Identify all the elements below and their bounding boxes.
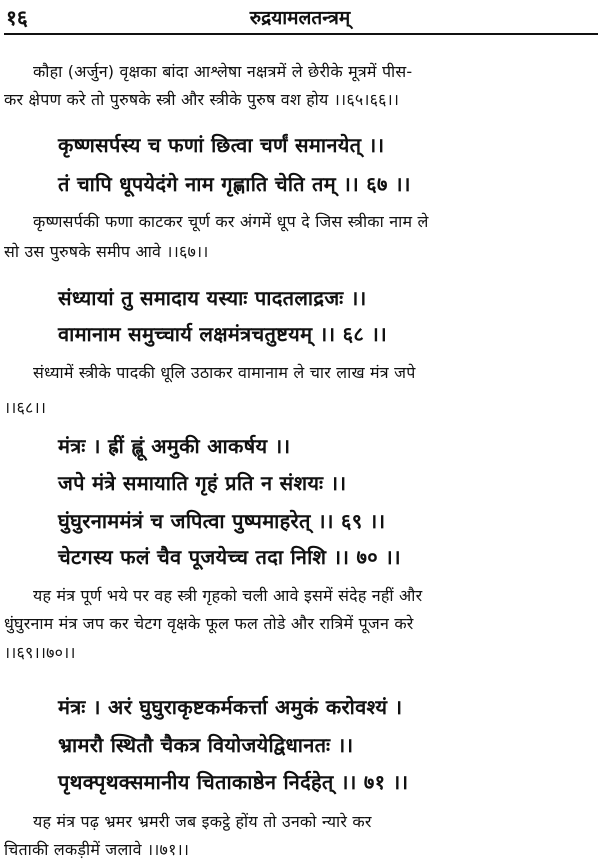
verse-line: मंत्रः । ह्रीं ह्लूं अमुकी आकर्षय ।। [58, 434, 291, 458]
prose-line: धुंघुरनाम मंत्र जप कर चेटग वृक्षके फूल फल तोडे और रात्रिमें पूजन करे [4, 614, 414, 633]
page-number: १६ [6, 6, 28, 30]
prose-line: ।।६८।। [4, 398, 47, 417]
verse-line: वामानाम समुच्चार्य लक्षमंत्रचतुष्टयम् ।। ६८ ।। [58, 322, 388, 346]
verse-line: तं चापि धूपयेदंगे नाम गृह्णाति चेति तम् ।। ६७ ।। [58, 172, 411, 196]
prose-line: कर क्षेपण करे तो पुरुषके स्त्री और स्त्रीके पुरुष वश होय ।।६५।६६।। [4, 90, 400, 109]
prose-line: सो उस पुरुषके समीप आवे ।।६७।। [4, 242, 209, 261]
running-title: रुद्रयामलतन्त्रम् [249, 7, 351, 29]
prose-line: कृष्णसर्पकी फणा काटकर चूर्ण कर अंगमें धूप दे जिस स्त्रीका नाम ले [33, 212, 429, 231]
verse-line: घुंघुरनाममंत्रं च जपित्वा पुष्पमाहरेत् ।। ६९ ।। [58, 509, 386, 533]
verse-line: पृथक्पृथक्समानीय चिताकाष्ठेन निर्दहेत् ।। ७१ ।। [58, 770, 409, 794]
prose-line: ।।६९।।७०।। [4, 643, 76, 662]
verse-line: जपे मंत्रे समायाति गृहं प्रति न संशयः ।। [58, 471, 347, 495]
verse-line: कृष्णसर्पस्य च फणां छित्वा चर्णं समानयेत् ।। [58, 133, 385, 157]
prose-line: यह मंत्र पढ़ भ्रमर भ्रमरी जब इकट्ठे होंय तो उनको न्यारे कर [33, 812, 372, 831]
prose-line: संध्यामें स्त्रीके पादकी धूलि उठाकर वामानाम ले चार लाख मंत्र जपे [33, 363, 416, 382]
verse-line: चेटगस्य फलं चैव पूजयेच्च तदा निशि ।। ७० ।। [58, 545, 401, 569]
verse-line: भ्रामरौ स्थितौ चैकत्र वियोजयेद्विधानतः ।। [58, 733, 354, 757]
page-header [0, 4, 600, 34]
verse-line: मंत्रः । अरं घुघुराकृष्टकर्मकर्त्ता अमुकं करोवश्यं । [58, 695, 403, 719]
verse-line: संध्यायां तु समादाय यस्याः पादतलाद्रजः ।। [58, 286, 367, 310]
prose-line: कौहा (अर्जुन) वृक्षका बांदा आश्लेषा नक्षत्रमें ले छेरीके मूत्रमें पीस- [33, 62, 413, 81]
prose-line: चिताकी लकड़ीमें जलावे ।।७१।। [4, 840, 190, 859]
header-divider [4, 33, 598, 35]
prose-line: यह मंत्र पूर्ण भये पर वह स्त्री गृहको चली आवे इसमें संदेह नहीं और [33, 586, 423, 605]
